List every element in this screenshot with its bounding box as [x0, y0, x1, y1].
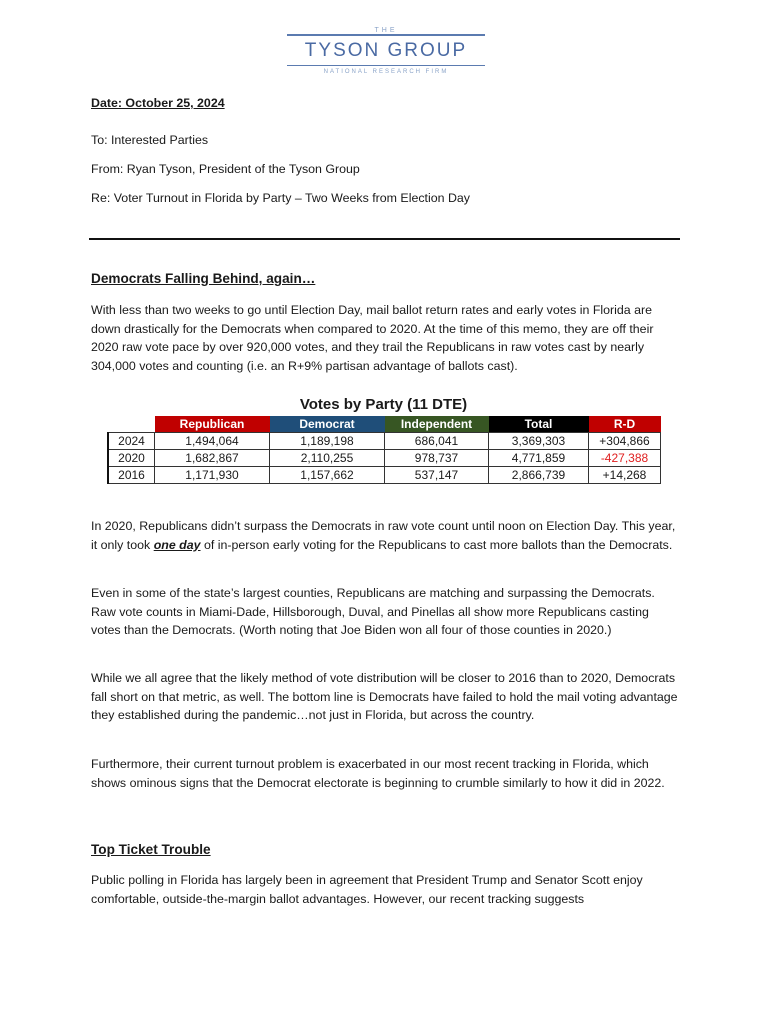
paragraph-distribution: While we all agree that the likely method of vote distribution will be closer to 2016 than to 2020, Democrats fall short on that metric, as well. The bottom line is Democrats have failed to hold the mail voting advantage they established during the pandemic…not just in Florida, but across the country.	[91, 671, 678, 723]
cell-year: 2020	[108, 450, 155, 467]
header-independent: Independent	[385, 416, 489, 433]
cell-total: 3,369,303	[489, 433, 589, 450]
logo-subtitle: NATIONAL RESEARCH FIRM	[323, 69, 449, 75]
p2-after: of in-person early voting for the Republicans to cast more ballots than the Democrats.	[200, 537, 673, 552]
section-heading-top-ticket: Top Ticket Trouble	[91, 842, 211, 857]
memo-re: Re: Voter Turnout in Florida by Party – Two Weeks from Election Day	[91, 191, 470, 205]
cell-independent: 686,041	[385, 433, 489, 450]
cell-republican: 1,494,064	[155, 433, 270, 450]
cell-r-minus-d: +304,866	[589, 433, 661, 450]
cell-democrat: 1,157,662	[270, 467, 385, 484]
cell-republican: 1,171,930	[155, 467, 270, 484]
paragraph-polling: Public polling in Florida has largely been in agreement that President Trump and Senator Scott enjoy comfortable, outside-the-margin ballot advantages. However, our recent tracking suggests	[91, 873, 643, 906]
paragraph-turnout: Furthermore, their current turnout problem is exacerbated in our most recent tracking in Florida, which shows ominous signs that the Democrat electorate is beginning to crumble similarly to how it did in 2022.	[91, 757, 665, 790]
header-divider	[89, 238, 680, 240]
paragraph-counties: Even in some of the state’s largest counties, Republicans are matching and surpassing the Democrats. Raw vote counts in Miami-Dade, Hillsborough, Duval, and Pinellas all show more Republicans casting votes than the Democrats. (Worth noting that Joe Biden won all four of those counties in 2020.)	[91, 586, 655, 638]
table-header-row	[108, 416, 661, 433]
logo-brand: TYSON GROUP	[304, 39, 468, 61]
cell-r-minus-d: +14,268	[589, 467, 661, 484]
cell-democrat: 1,189,198	[270, 433, 385, 450]
cell-independent: 537,147	[385, 467, 489, 484]
header-blank	[108, 416, 155, 433]
table-row	[108, 433, 661, 450]
logo-the: THE	[374, 27, 398, 34]
header-democrat: Democrat	[270, 416, 385, 433]
cell-independent: 978,737	[385, 450, 489, 467]
table-row	[108, 467, 661, 484]
p2-emphasis: one day	[153, 537, 201, 552]
cell-r-minus-d: -427,388	[589, 450, 661, 467]
tyson-group-logo	[283, 22, 489, 102]
memo-to: To: Interested Parties	[91, 133, 209, 147]
paragraph-raw-vote	[91, 517, 681, 554]
logo-bottom-rule	[287, 65, 485, 67]
cell-year: 2016	[108, 467, 155, 484]
cell-republican: 1,682,867	[155, 450, 270, 467]
logo-top-rule	[287, 34, 485, 36]
header-total: Total	[489, 416, 589, 433]
cell-democrat: 2,110,255	[270, 450, 385, 467]
votes-by-party-table	[107, 416, 661, 484]
memo-date: Date: October 25, 2024	[91, 96, 225, 110]
header-republican: Republican	[155, 416, 270, 433]
header-r-minus-d: R-D	[589, 416, 661, 433]
memo-from: From: Ryan Tyson, President of the Tyson Group	[91, 162, 360, 176]
cell-year: 2024	[108, 433, 155, 450]
cell-total: 2,866,739	[489, 467, 589, 484]
table-title: Votes by Party (11 DTE)	[299, 396, 468, 413]
p2-before: In 2020, Republicans didn’t surpass the Democrats in raw vote count until noon on Election Day. This year, it only took	[91, 519, 676, 552]
paragraph-intro: With less than two weeks to go until Election Day, mail ballot return rates and early votes in Florida are down drastically for the Democrats when compared to 2020. At the time of this memo, they are off their 2020 raw vote pace by over 920,000 votes, and they trail the Republicans in raw votes cast by nearly 304,000 votes and counting (i.e. an R+9% partisan advantage of ballots cast).	[91, 303, 654, 373]
cell-total: 4,771,859	[489, 450, 589, 467]
table-row	[108, 450, 661, 467]
section-heading-democrats-falling: Democrats Falling Behind, again…	[91, 271, 316, 286]
